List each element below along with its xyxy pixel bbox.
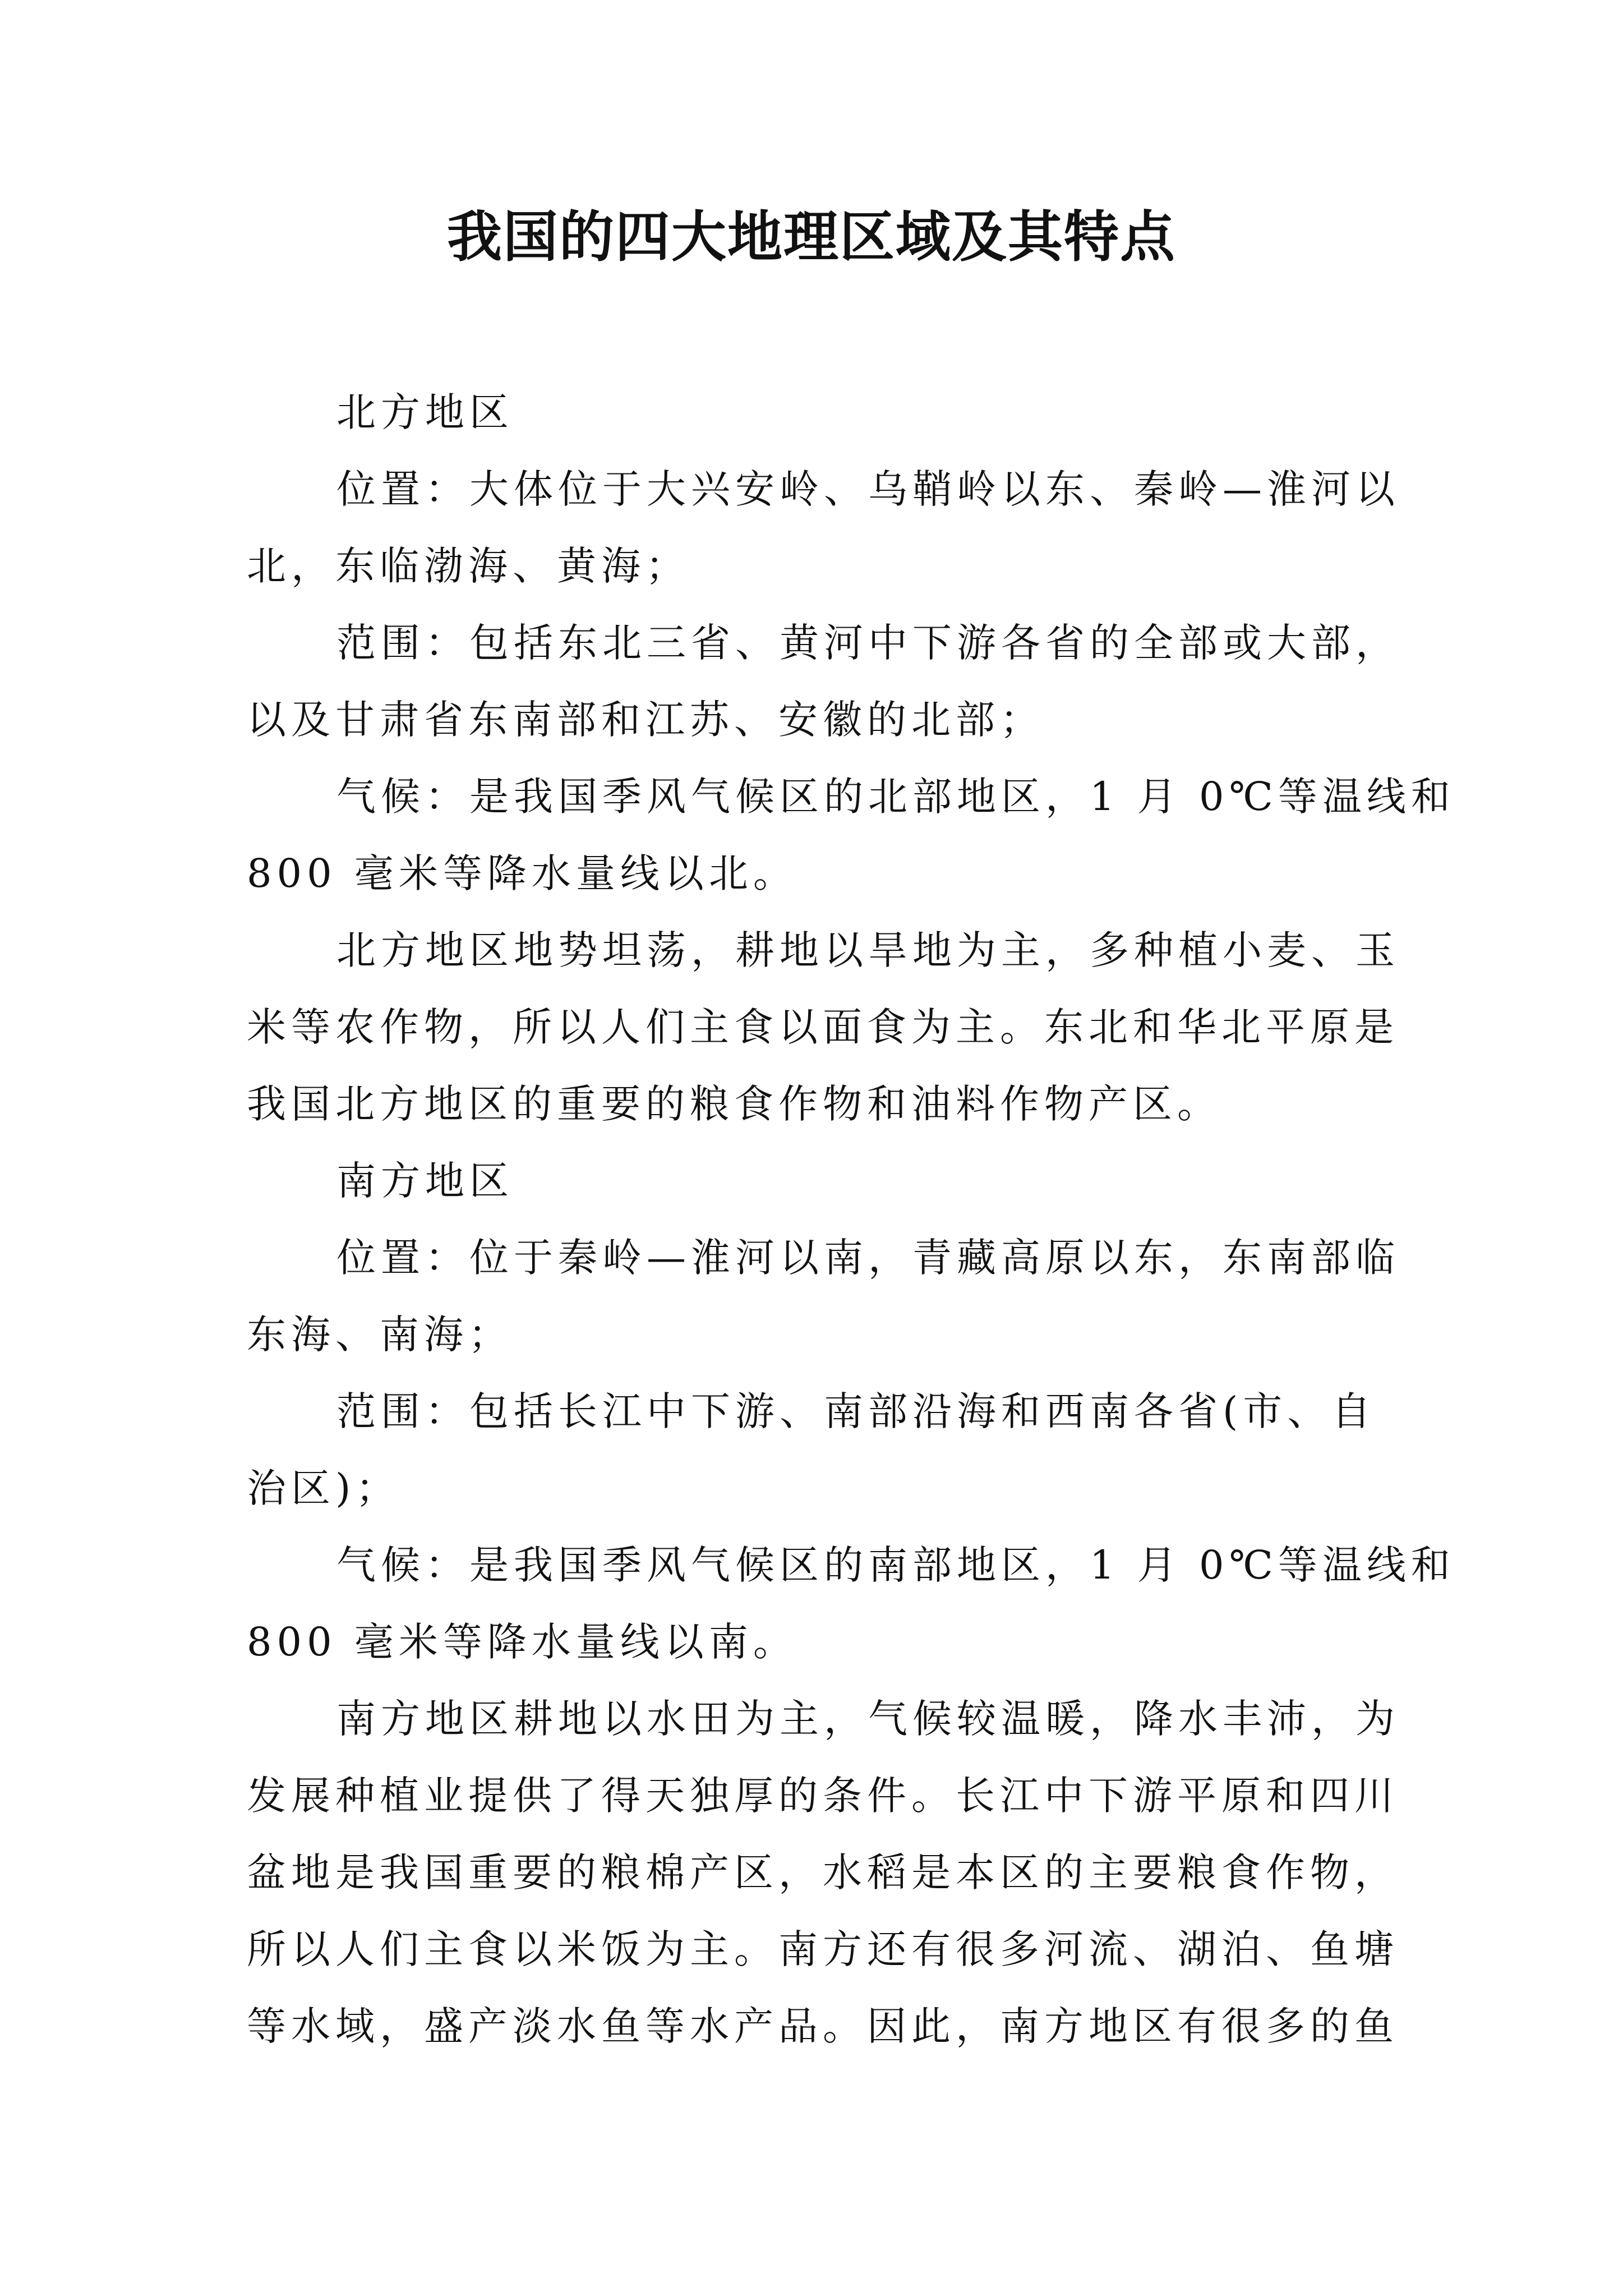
text-line: 位置：大体位于大兴安岭、乌鞘岭以东、秦岭—淮河以 — [336, 466, 1400, 512]
text-line: 米等农作物，所以人们主食以面食为主。东北和华北平原是 — [247, 1004, 1399, 1050]
text-line: 南方地区耕地以水田为主，气候较温暖，降水丰沛，为 — [336, 1696, 1400, 1742]
text-line: 气候：是我国季风气候区的北部地区，1 月 0℃等温线和 — [336, 774, 1455, 820]
text-line: 范围：包括长江中下游、南部沿海和西南各省(市、自 — [336, 1388, 1376, 1434]
text-line: 盆地是我国重要的粮棉产区，水稻是本区的主要粮食作物， — [247, 1849, 1399, 1895]
text-line: 位置：位于秦岭—淮河以南，青藏高原以东，东南部临 — [336, 1235, 1400, 1281]
text-line: 所以人们主食以米饭为主。南方还有很多河流、湖泊、鱼塘 — [247, 1926, 1399, 1972]
section-heading-south: 南方地区 — [336, 1158, 514, 1204]
text-line: 我国北方地区的重要的粮食作物和油料作物产区。 — [247, 1081, 1221, 1127]
text-line: 800 毫米等降水量线以北。 — [247, 850, 797, 896]
section-heading-north: 北方地区 — [336, 389, 514, 435]
document-title: 我国的四大地理区域及其特点 — [446, 205, 1176, 269]
text-line: 以及甘肃省东南部和江苏、安徽的北部； — [247, 697, 1044, 743]
text-line: 北方地区地势坦荡，耕地以旱地为主，多种植小麦、玉 — [336, 927, 1400, 973]
text-line: 北，东临渤海、黄海； — [247, 543, 690, 589]
text-line: 等水域，盛产淡水鱼等水产品。因此，南方地区有很多的鱼 — [247, 2003, 1399, 2049]
text-line: 东海、南海； — [247, 1312, 513, 1358]
text-line: 范围：包括东北三省、黄河中下游各省的全部或大部， — [336, 620, 1400, 666]
text-line: 800 毫米等降水量线以南。 — [247, 1619, 797, 1665]
text-line: 发展种植业提供了得天独厚的条件。长江中下游平原和四川 — [247, 1773, 1399, 1819]
text-line: 治区)； — [247, 1465, 400, 1511]
text-line: 气候：是我国季风气候区的南部地区，1 月 0℃等温线和 — [336, 1542, 1455, 1588]
